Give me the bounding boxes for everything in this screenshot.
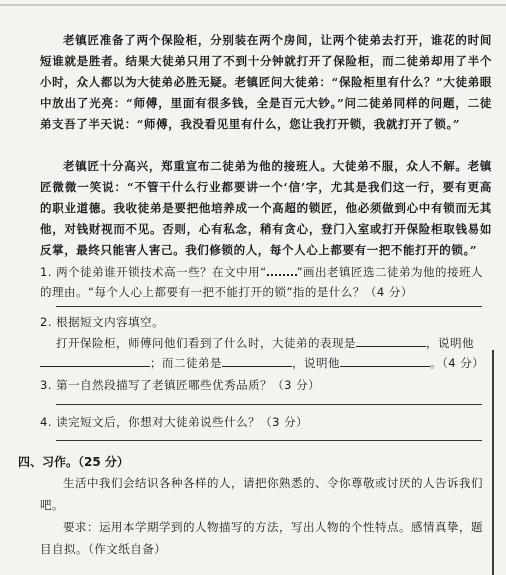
question-2: 2. 根据短文内容填空。 (40, 315, 165, 329)
blank-field[interactable] (40, 354, 150, 367)
answer-line[interactable] (56, 306, 482, 307)
composition-requirements: 要求：运用本学期学到的人物描写的方法，写出人物的个性特点。感情真挚，题目自拟。（作文纸自备） (40, 520, 483, 556)
blank-field[interactable] (356, 334, 426, 347)
question-2-text-a: 打开保险柜，师傅问他们看到了什么时，大徒弟的表现是 (56, 336, 356, 350)
composition-prompt: 生活中我们会结识各种各样的人，请把你熟悉的、令你尊敬或讨厌的人告诉我们吧。 (40, 476, 483, 512)
passage-paragraph-1: 老镇匠准备了两个保险柜，分别装在两个房间，让两个徒弟去打开，谁花的时间短谁就是胜者。结果大徒弟只用了不到十分钟就打开了保险柜，而二徒弟却用了半个小时，众人都以为大徒弟必胜无疑。老镇匠问大徒弟：“保险柜里有什么？”大徒弟眼中放出了光亮：“师傅，里面有很多钱，全是百元大钞。”问二徒弟同样的问题，二徒弟支吾了半天说：“师傅，我没看见里有什么，您让我打开锁，我就打开了锁。” (40, 33, 492, 131)
passage-paragraph-2: 老镇匠十分高兴，郑重宣布二徒弟为他的接班人。大徒弟不服，众人不解。老镇匠微微一笑说：“不管干什么行业都要讲一个‘信’字，尤其是我们这一行，要有更高的职业道德。我收徒弟是要把他培养成一个高超的锁匠，他必须做到心中有锁而无其他，对钱财视而不见。否则，心有私念，稍有贪心，登门入室或打开保险柜取钱易如反掌，最终只能害人害己。我们修锁的人，每个人心上都要有一把不能打开的锁。” (40, 159, 492, 257)
question-1-text-a: 1. 两个徒弟谁开锁技术高一些？在文中用“ (40, 265, 267, 279)
answer-line[interactable] (56, 404, 482, 405)
question-3: 3. 第一自然段描写了老镇匠哪些优秀品质？（3 分） (40, 378, 321, 392)
question-4: 4. 读完短文后，你想对大徒弟说些什么？（3 分） (40, 415, 309, 429)
question-2-fill-row-1 (56, 333, 492, 353)
answer-line[interactable] (56, 440, 482, 441)
question-2-text-d: ，说明他 (292, 356, 340, 370)
question-2-text-c: ；而二徒弟是 (150, 356, 222, 370)
section-heading: 四、习作。（25 分） (18, 455, 129, 469)
question-1 (40, 262, 492, 302)
question-2-fill-row-2 (40, 353, 492, 373)
wavy-line-mark (267, 264, 297, 276)
question-2-text-b: ，说明他 (426, 336, 474, 350)
blank-field[interactable] (340, 354, 430, 367)
question-1-text-b: ”画出老镇匠选二徒弟为他的接班人的理由。“每个人心上都要有一把不能打开的锁”指的是什么？（4 分） (40, 265, 484, 299)
blank-field[interactable] (222, 354, 292, 367)
question-2-text-e: 。（4 分） (430, 356, 485, 370)
top-divider (0, 4, 506, 6)
margin-rule (492, 350, 494, 575)
